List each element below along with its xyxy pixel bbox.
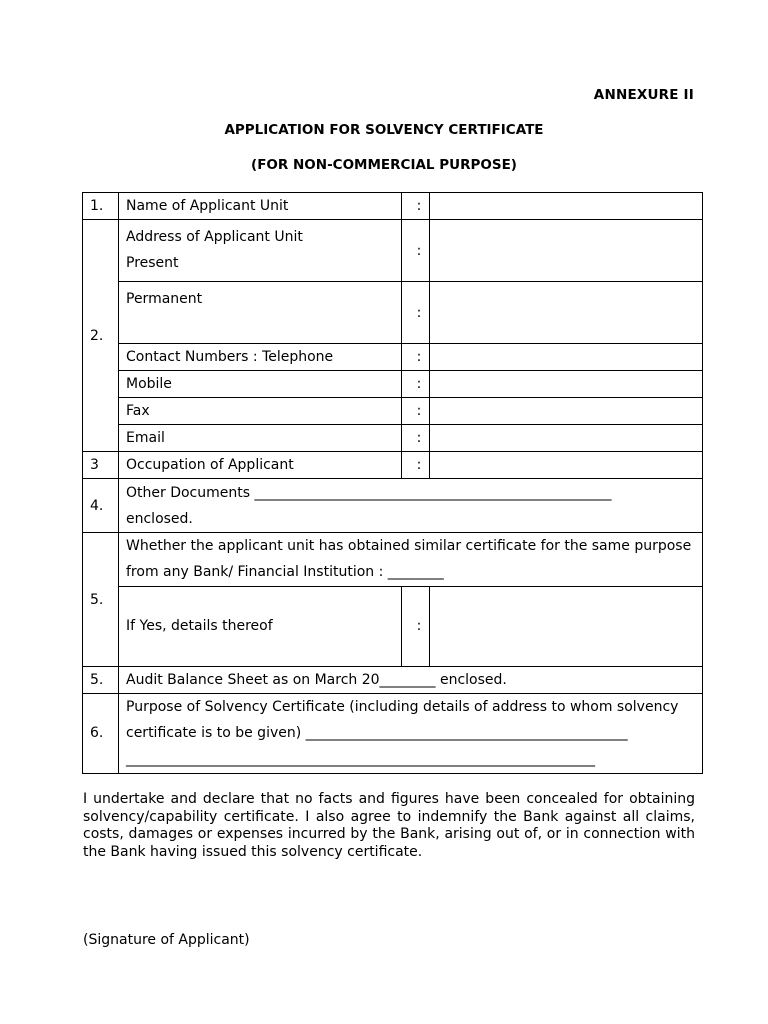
present-address-label: Present	[126, 255, 179, 272]
fax-label: Fax	[119, 398, 402, 425]
row-address-permanent	[83, 282, 703, 344]
purpose-line-2: ___________________________________________________________________	[126, 751, 595, 768]
permanent-address-label: Permanent	[119, 282, 402, 344]
email-field[interactable]	[430, 425, 703, 452]
address-label-cell	[119, 220, 402, 282]
applicant-unit-name-label: Name of Applicant Unit	[119, 193, 402, 220]
details-thereof-field[interactable]	[430, 586, 703, 666]
occupation-field[interactable]	[430, 452, 703, 479]
audit-balance-sheet-text[interactable]: Audit Balance Sheet as on March 20________ enclosed.	[119, 666, 703, 693]
present-address-field[interactable]	[430, 220, 703, 282]
details-thereof-label: If Yes, details thereof	[119, 586, 402, 666]
row-mobile	[83, 371, 703, 398]
telephone-label: Contact Numbers : Telephone	[119, 344, 402, 371]
row-number: 4.	[83, 479, 119, 533]
colon-separator: :	[402, 586, 430, 666]
row-similar-certificate	[83, 533, 703, 586]
row-email	[83, 425, 703, 452]
colon-separator: :	[402, 193, 430, 220]
mobile-label: Mobile	[119, 371, 402, 398]
application-form-table	[82, 192, 703, 774]
applicant-unit-name-field[interactable]	[430, 193, 703, 220]
row-details-thereof	[83, 586, 703, 666]
colon-separator: :	[402, 344, 430, 371]
similar-certificate-question: Whether the applicant unit has obtained similar certificate for the same purpose	[126, 538, 692, 555]
declaration-paragraph: I undertake and declare that no facts and figures have been concealed for obtaining solvency/capability certificate. I also agree to indemnify the Bank against all claims, costs, damages or expenses incurred by the Bank, arising out of, or in connection with the Bank having issued this solvency certificate.	[83, 791, 695, 860]
purpose-label: Purpose of Solvency Certificate (including details of address to whom solvency	[126, 699, 679, 716]
row-purpose	[83, 693, 703, 773]
similar-certificate-cell[interactable]	[119, 533, 703, 586]
row-other-documents	[83, 479, 703, 533]
address-of-applicant-label: Address of Applicant Unit	[126, 229, 303, 246]
colon-separator: :	[402, 398, 430, 425]
document-subtitle: (FOR NON-COMMERCIAL PURPOSE)	[251, 157, 517, 173]
fax-field[interactable]	[430, 398, 703, 425]
row-number: 6.	[83, 693, 119, 773]
enclosed-text: enclosed.	[126, 510, 193, 527]
colon-separator: :	[402, 220, 430, 282]
signature-label: (Signature of Applicant)	[83, 932, 250, 948]
document-title: APPLICATION FOR SOLVENCY CERTIFICATE	[224, 122, 544, 138]
occupation-label: Occupation of Applicant	[119, 452, 402, 479]
row-audit-balance-sheet	[83, 666, 703, 693]
row-occupation	[83, 452, 703, 479]
row-applicant-name	[83, 193, 703, 220]
financial-institution-line: from any Bank/ Financial Institution : ________	[126, 564, 444, 581]
telephone-field[interactable]	[430, 344, 703, 371]
row-number: 5.	[83, 533, 119, 666]
row-number: 5.	[83, 666, 119, 693]
row-number: 3	[83, 452, 119, 479]
other-documents-cell[interactable]	[119, 479, 703, 533]
annexure-label: ANNEXURE II	[593, 87, 694, 103]
row-number: 1.	[83, 193, 119, 220]
email-label: Email	[119, 425, 402, 452]
colon-separator: :	[402, 371, 430, 398]
row-address-present	[83, 220, 703, 282]
purpose-cell[interactable]	[119, 693, 703, 773]
colon-separator: :	[402, 452, 430, 479]
colon-separator: :	[402, 282, 430, 344]
other-documents-line: Other Documents ___________________________________________________	[126, 484, 612, 501]
row-fax	[83, 398, 703, 425]
permanent-address-field[interactable]	[430, 282, 703, 344]
colon-separator: :	[402, 425, 430, 452]
row-number: 2.	[83, 220, 119, 452]
row-telephone	[83, 344, 703, 371]
mobile-field[interactable]	[430, 371, 703, 398]
purpose-line-1: certificate is to be given) ______________________________________________	[126, 725, 628, 742]
